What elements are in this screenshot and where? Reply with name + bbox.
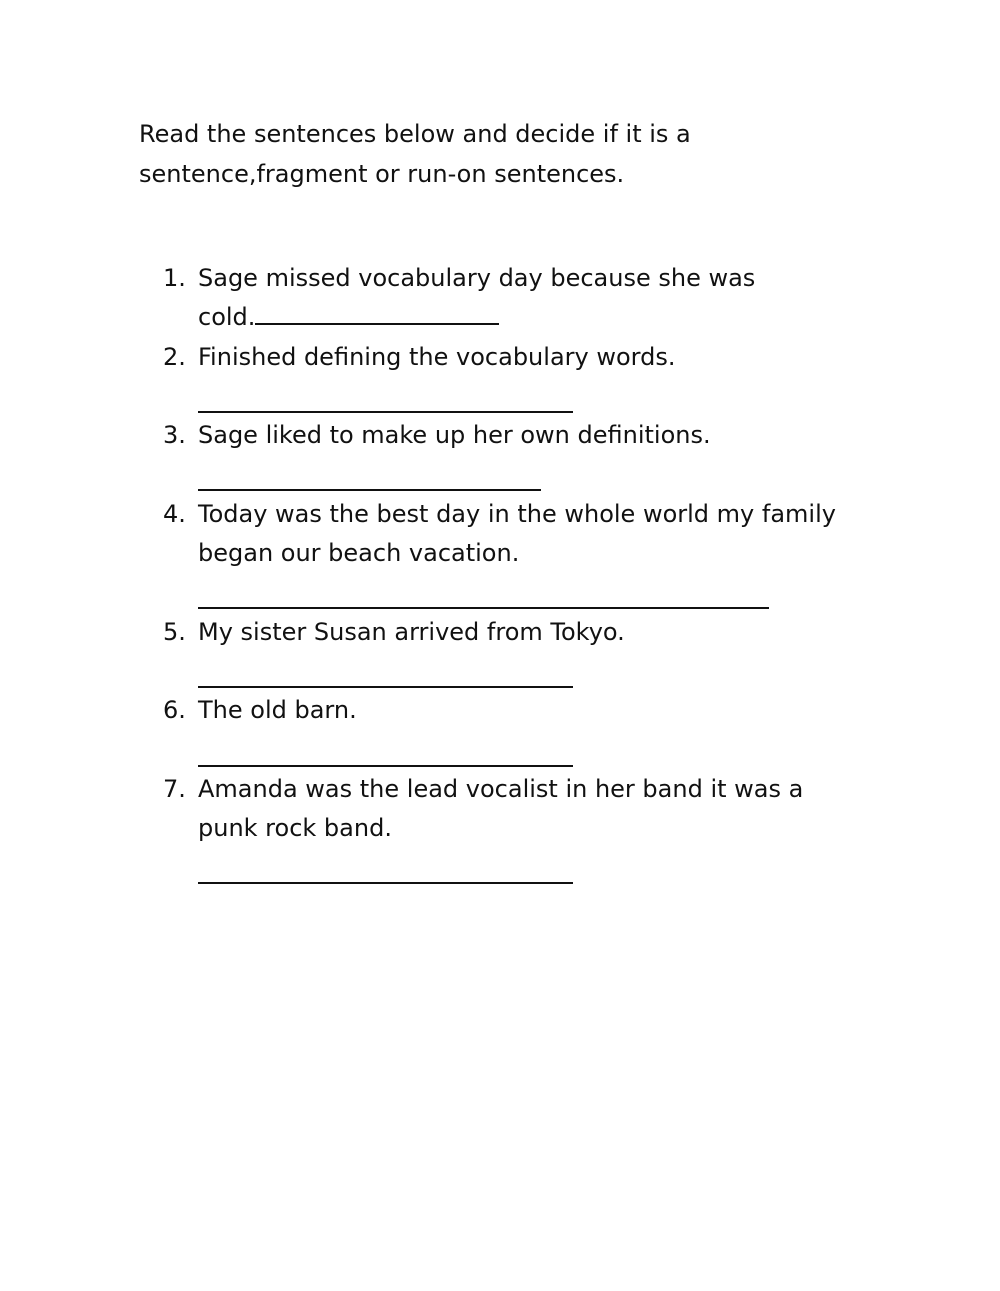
answer-blank-6[interactable]: [198, 741, 573, 767]
answer-blank-4[interactable]: [198, 583, 769, 609]
question-text-continued: cold.: [198, 303, 256, 332]
question-number: 7.: [163, 774, 186, 803]
answer-blank-5[interactable]: [198, 662, 573, 688]
question-number: 2.: [163, 342, 186, 371]
question-6: [163, 691, 853, 770]
answer-blank-7[interactable]: [198, 858, 573, 884]
answer-row: [198, 731, 853, 770]
answer-blank-3[interactable]: [198, 465, 541, 491]
instructions-line-1: Read the sentences below and decide if it is a: [139, 120, 691, 148]
answer-row: [198, 848, 853, 887]
question-text-continued: punk rock band.: [198, 814, 392, 843]
question-text-continued: began our beach vacation.: [198, 539, 520, 568]
answer-row: [198, 455, 853, 494]
answer-row: [198, 377, 853, 416]
question-text: Amanda was the lead vocalist in her band it was a: [198, 774, 804, 803]
instructions-line-2: sentence,fragment or run-on sentences.: [139, 160, 625, 188]
instructions: [139, 114, 779, 194]
question-number: 3.: [163, 421, 186, 450]
question-number: 1.: [163, 264, 186, 292]
question-list: [163, 259, 853, 888]
question-number: 5.: [163, 617, 186, 646]
answer-blank-1[interactable]: [255, 299, 499, 325]
answer-row: [198, 652, 853, 691]
question-number: 6.: [163, 696, 186, 725]
question-3: [163, 416, 853, 495]
question-2: [163, 338, 853, 417]
question-text: Sage liked to make up her own definitions.: [198, 421, 711, 450]
answer-row: [198, 573, 853, 612]
question-text: The old barn.: [198, 696, 357, 725]
question-text: Sage missed vocabulary day because she was: [198, 264, 756, 292]
question-number: 4.: [163, 499, 186, 528]
question-text: My sister Susan arrived from Tokyo.: [198, 617, 625, 646]
question-4: [163, 495, 853, 613]
answer-blank-2[interactable]: [198, 387, 573, 413]
question-text: Finished defining the vocabulary words.: [198, 342, 676, 371]
question-1: [163, 259, 853, 338]
question-5: [163, 613, 853, 692]
question-7: [163, 770, 853, 888]
question-text: Today was the best day in the whole world my family: [198, 499, 836, 528]
